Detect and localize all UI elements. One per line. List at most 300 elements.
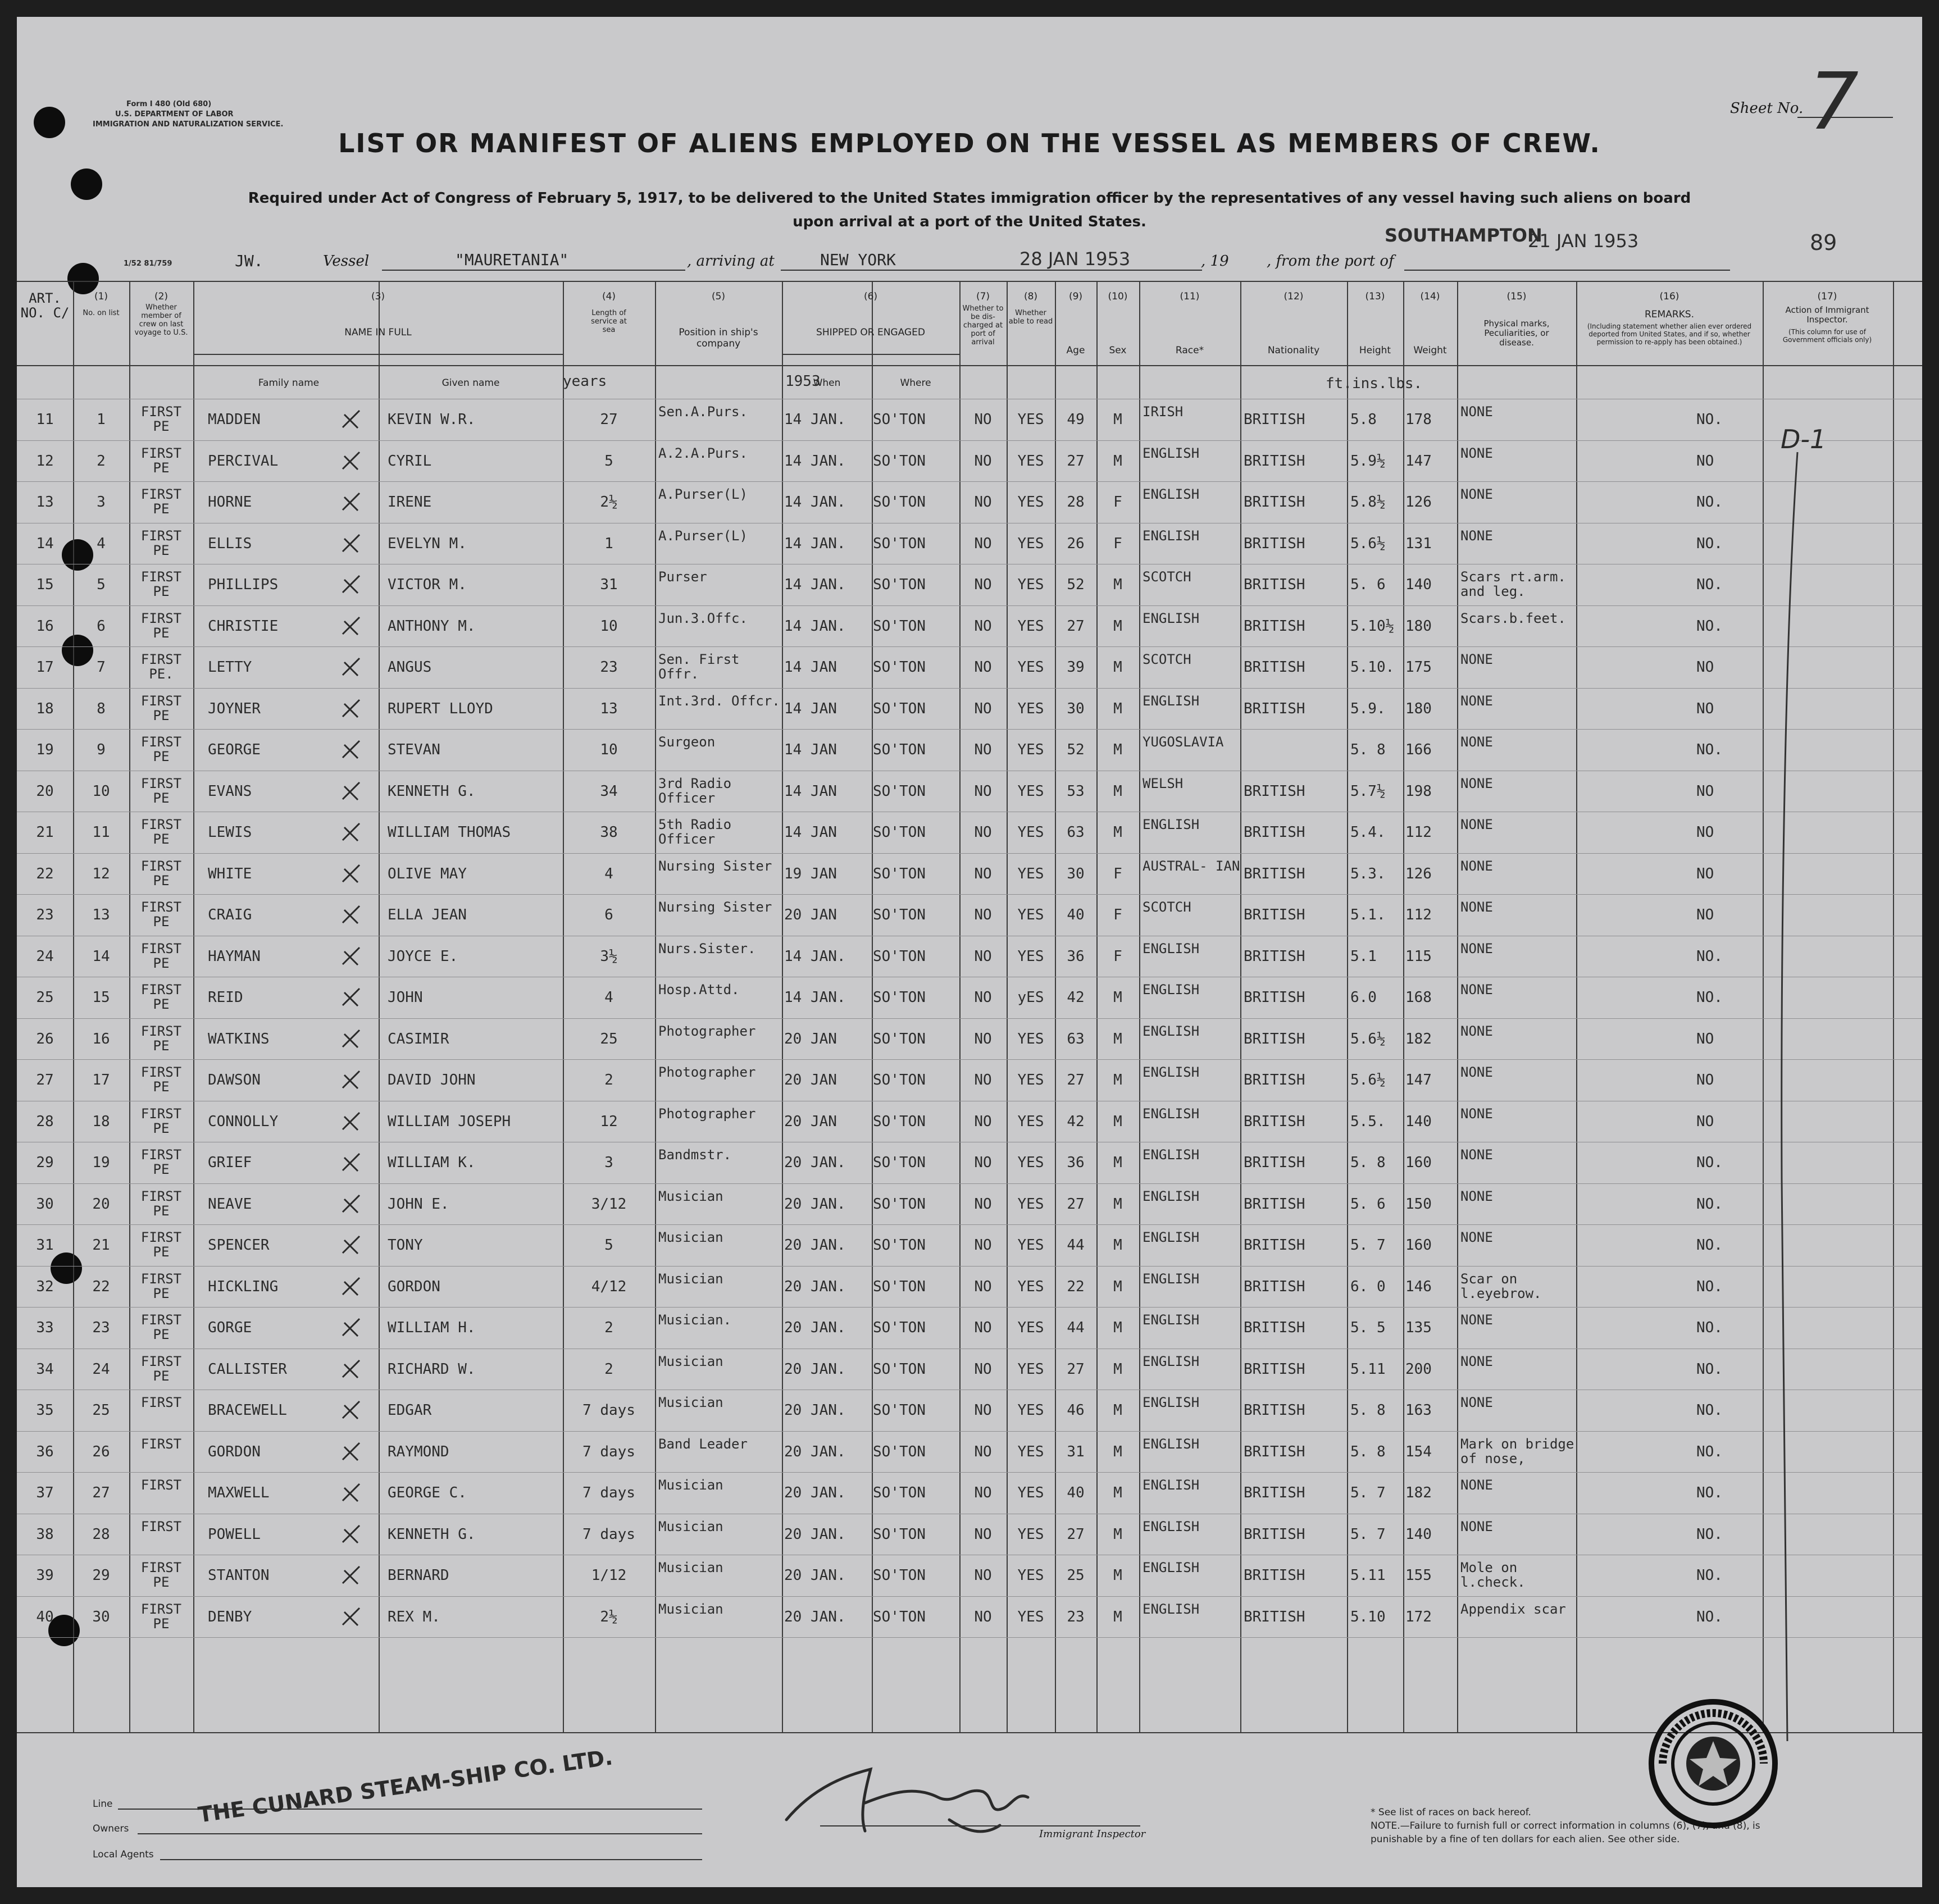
cell-length: 34 [600, 783, 618, 800]
cell-height: 5.10½ [1350, 618, 1395, 635]
row-rule [17, 605, 1922, 606]
cell-art: 24 [36, 948, 54, 965]
cell-given: GORDON [388, 1278, 440, 1295]
cell-weight: 198 [1405, 783, 1432, 800]
units-height-weight: ft.ins.lbs. [1326, 375, 1423, 392]
cell-read: YES [1017, 824, 1044, 841]
cell-discharged: NO [974, 1237, 992, 1254]
cell-position: Musician [658, 1560, 723, 1575]
from-port-label: , from the port of [1267, 253, 1394, 270]
cell-given: STEVAN [388, 741, 440, 758]
cell-where: SO'TON [873, 948, 926, 965]
cell-nationality: BRITISH [1244, 824, 1305, 841]
row-rule [17, 481, 1922, 482]
col-header-length: Length of service at sea [591, 309, 627, 334]
cell-read: YES [1017, 1526, 1044, 1543]
cell-where: SO'TON [873, 1361, 926, 1378]
cell-discharged: NO [974, 700, 992, 717]
cell-nationality: BRITISH [1244, 1237, 1305, 1254]
cell-height: 5. 5 [1350, 1319, 1386, 1336]
sheet-label: Sheet No. [1730, 100, 1804, 117]
cell-weight: 115 [1405, 948, 1432, 965]
cell-marks: NONE [1460, 445, 1493, 461]
cell-discharged: NO [974, 1361, 992, 1378]
cell-remarks: NO. [1696, 1154, 1723, 1171]
cell-marks: NONE [1460, 1023, 1493, 1039]
cell-position: Musician [658, 1229, 723, 1245]
cell-position: Purser [658, 569, 707, 585]
cell-where: SO'TON [873, 989, 926, 1006]
row-rule [17, 1059, 1922, 1060]
cell-position: Nursing Sister [658, 858, 772, 874]
cell-no: 14 [92, 948, 110, 965]
cell-race: WELSH [1143, 776, 1184, 791]
cell-discharged: NO [974, 824, 992, 841]
cell-weight: 135 [1405, 1319, 1432, 1336]
col-header-family-name: Family name [258, 377, 320, 389]
cell-where: SO'TON [873, 907, 926, 923]
cell-given: JOHN E. [388, 1196, 449, 1213]
cell-read: YES [1017, 535, 1044, 552]
departure-date-stamp: 21 JAN 1953 [1528, 230, 1639, 252]
header-rule [17, 365, 1922, 366]
cell-race: ENGLISH [1143, 1147, 1200, 1163]
column-rule [782, 281, 783, 1732]
cell-voyage: FIRST PE [140, 1271, 182, 1301]
cell-read: YES [1017, 1237, 1044, 1254]
cell-sex: F [1113, 907, 1122, 923]
cell-given: DAVID JOHN [388, 1072, 476, 1088]
cell-given: WILLIAM JOSEPH [388, 1113, 511, 1130]
row-rule [17, 1266, 1922, 1267]
from-port-stamp: SOUTHAMPTON [1385, 225, 1542, 246]
cell-no: 11 [92, 824, 110, 841]
check-mark [340, 1151, 362, 1173]
cell-weight: 180 [1405, 700, 1432, 717]
cell-sex: M [1113, 700, 1122, 717]
owners-label: Owners [93, 1823, 129, 1834]
cell-art: 39 [36, 1567, 54, 1584]
cell-length: 1/12 [591, 1567, 627, 1584]
cell-position: Sen.A.Purs. [658, 404, 748, 420]
cell-height: 5.1. [1350, 907, 1386, 923]
check-mark [340, 1440, 362, 1463]
cell-art: 32 [36, 1278, 54, 1295]
cell-when: 20 JAN. [784, 1443, 846, 1460]
cell-age: 36 [1067, 948, 1085, 965]
cell-height: 5. 8 [1350, 1402, 1386, 1419]
cell-height: 5.7½ [1350, 783, 1386, 800]
cell-position: Sen. First Offr. [658, 652, 740, 682]
cell-when: 14 JAN. [784, 618, 846, 635]
cell-family: CRAIG [208, 907, 252, 923]
col-header-where: Where [900, 377, 931, 389]
cell-no: 25 [92, 1402, 110, 1419]
cell-nationality: BRITISH [1244, 1361, 1305, 1378]
cell-read: YES [1017, 907, 1044, 923]
cell-read: YES [1017, 866, 1044, 882]
cell-sex: M [1113, 1361, 1122, 1378]
cell-family: HICKLING [208, 1278, 279, 1295]
cell-race: ENGLISH [1143, 1229, 1200, 1245]
cell-sex: M [1113, 1072, 1122, 1088]
cell-where: SO'TON [873, 1443, 926, 1460]
cell-family: LETTY [208, 659, 252, 676]
cell-position: Musician. [658, 1312, 732, 1328]
cell-when: 20 JAN [784, 907, 837, 923]
col-header-name: NAME IN FULL [344, 327, 412, 338]
cell-where: SO'TON [873, 1031, 926, 1047]
cell-marks: NONE [1460, 776, 1493, 791]
cell-nationality: BRITISH [1244, 411, 1305, 428]
cell-when: 14 JAN [784, 824, 837, 841]
cell-age: 30 [1067, 866, 1085, 882]
col-header-no: No. on list [83, 309, 120, 317]
row-rule [17, 894, 1922, 895]
cell-remarks: NO. [1696, 1567, 1723, 1584]
cell-where: SO'TON [873, 494, 926, 511]
cell-length: 2½ [600, 494, 618, 511]
cell-no: 10 [92, 783, 110, 800]
cell-no: 30 [92, 1609, 110, 1625]
cell-race: ENGLISH [1143, 1601, 1200, 1617]
cell-position: Surgeon [658, 734, 716, 750]
cell-family: MAXWELL [208, 1484, 270, 1501]
cell-marks: NONE [1460, 982, 1493, 997]
cell-remarks: NO. [1696, 1196, 1723, 1213]
cell-voyage: FIRST PE [140, 982, 182, 1012]
penalty-note: NOTE.—Failure to furnish full or correct information in columns (6), (7), and (8), is [1371, 1820, 1760, 1832]
cell-marks: Scar on l.eyebrow. [1460, 1271, 1542, 1301]
cell-art: 34 [36, 1361, 54, 1378]
check-mark [340, 1275, 362, 1297]
cell-sex: M [1113, 1237, 1122, 1254]
check-mark [340, 1110, 362, 1132]
cell-race: ENGLISH [1143, 1188, 1200, 1204]
cell-age: 27 [1067, 1361, 1085, 1378]
cell-position: Nurs.Sister. [658, 941, 756, 956]
cell-family: EVANS [208, 783, 252, 800]
cell-age: 31 [1067, 1443, 1085, 1460]
cell-discharged: NO [974, 1031, 992, 1047]
cell-read: YES [1017, 1072, 1044, 1088]
cell-remarks: NO. [1696, 1319, 1723, 1336]
cell-nationality: BRITISH [1244, 1072, 1305, 1088]
cell-marks: NONE [1460, 941, 1493, 956]
cell-height: 5.10 [1350, 1609, 1386, 1625]
subheader-rule [193, 354, 563, 355]
arriving-label: , arriving at [687, 253, 775, 270]
cell-height: 5.11 [1350, 1567, 1386, 1584]
vessel-label: Vessel [323, 253, 370, 270]
cell-remarks: NO. [1696, 1443, 1723, 1460]
cell-when: 20 JAN. [784, 1278, 846, 1295]
cell-family: DAWSON [208, 1072, 261, 1088]
cell-given: CYRIL [388, 453, 432, 470]
cell-marks: Appendix scar [1460, 1601, 1566, 1617]
cell-where: SO'TON [873, 1484, 926, 1501]
cell-no: 22 [92, 1278, 110, 1295]
cell-length: 2 [604, 1072, 613, 1088]
cell-age: 42 [1067, 989, 1085, 1006]
cell-position: Photographer [658, 1064, 756, 1080]
cell-length: 10 [600, 618, 618, 635]
cell-voyage: FIRST PE [140, 445, 182, 476]
cell-no: 27 [92, 1484, 110, 1501]
cell-length: 7 days [582, 1443, 635, 1460]
cell-discharged: NO [974, 1113, 992, 1130]
cell-sex: M [1113, 1196, 1122, 1213]
cell-no: 6 [97, 618, 106, 635]
row-rule [17, 1183, 1922, 1184]
cell-discharged: NO [974, 1154, 992, 1171]
row-rule [17, 853, 1922, 854]
cell-no: 2 [97, 453, 106, 470]
cell-nationality: BRITISH [1244, 576, 1305, 593]
cell-voyage: FIRST PE [140, 1229, 182, 1260]
check-mark [340, 532, 362, 554]
cell-height: 5.6½ [1350, 1031, 1386, 1047]
cell-remarks: NO. [1696, 1402, 1723, 1419]
check-mark [340, 1605, 362, 1628]
cell-length: 1 [604, 535, 613, 552]
cell-voyage: FIRST [140, 1395, 182, 1410]
cell-read: YES [1017, 783, 1044, 800]
cell-age: 40 [1067, 907, 1085, 923]
cell-family: GRIEF [208, 1154, 252, 1171]
cell-weight: 140 [1405, 1113, 1432, 1130]
cell-no: 18 [92, 1113, 110, 1130]
col-header-shipped: SHIPPED OR ENGAGED [816, 327, 925, 338]
cell-given: GEORGE C. [388, 1484, 467, 1501]
cell-race: SCOTCH [1143, 569, 1191, 585]
cell-voyage: FIRST PE [140, 528, 182, 558]
cell-remarks: NO. [1696, 948, 1723, 965]
cell-given: OLIVE MAY [388, 866, 467, 882]
cell-read: YES [1017, 1443, 1044, 1460]
cell-height: 5. 7 [1350, 1526, 1386, 1543]
cell-discharged: NO [974, 1196, 992, 1213]
cell-weight: 166 [1405, 741, 1432, 758]
column-rule [1347, 281, 1348, 1732]
cell-marks: NONE [1460, 1354, 1493, 1369]
cell-position: Musician [658, 1519, 723, 1534]
cell-remarks: NO. [1696, 989, 1723, 1006]
cell-discharged: NO [974, 866, 992, 882]
cell-height: 5. 6 [1350, 576, 1386, 593]
cell-age: 46 [1067, 1402, 1085, 1419]
cell-art: 33 [36, 1319, 54, 1336]
cell-where: SO'TON [873, 1154, 926, 1171]
cell-race: ENGLISH [1143, 982, 1200, 997]
cell-voyage: FIRST PE [140, 941, 182, 971]
cell-where: SO'TON [873, 453, 926, 470]
cell-marks: NONE [1460, 693, 1493, 709]
cell-art: 25 [36, 989, 54, 1006]
col-num-4: (4) [602, 291, 616, 302]
cell-weight: 131 [1405, 535, 1432, 552]
cell-length: 7 days [582, 1402, 635, 1419]
owners-underline [138, 1833, 702, 1834]
cell-when: 14 JAN. [784, 453, 846, 470]
cell-race: ENGLISH [1143, 445, 1200, 461]
cell-art: 29 [36, 1154, 54, 1171]
cell-voyage: FIRST PE [140, 569, 182, 599]
cell-voyage: FIRST PE [140, 1601, 182, 1632]
cell-nationality: BRITISH [1244, 1031, 1305, 1047]
cell-art: 37 [36, 1484, 54, 1501]
check-mark [340, 1481, 362, 1504]
cell-discharged: NO [974, 411, 992, 428]
col-num-2: (2) [154, 291, 169, 302]
col-header-position: Position in ship's company [679, 327, 758, 349]
vessel-name: "MAURETANIA" [455, 250, 569, 269]
manifest-page [17, 17, 1922, 1887]
cell-sex: M [1113, 1484, 1122, 1501]
cell-nationality: BRITISH [1244, 1567, 1305, 1584]
cell-length: 4 [604, 989, 613, 1006]
cell-sex: F [1113, 535, 1122, 552]
arriving-port: NEW YORK [820, 250, 896, 269]
cell-marks: NONE [1460, 652, 1493, 667]
year-label: , 19 [1201, 253, 1229, 270]
cell-sex: M [1113, 1113, 1122, 1130]
cell-sex: M [1113, 1443, 1122, 1460]
cell-length: 31 [600, 576, 618, 593]
cell-position: Photographer [658, 1023, 756, 1039]
arrival-date-stamp: 28 JAN 1953 [1019, 248, 1131, 270]
cell-no: 19 [92, 1154, 110, 1171]
cell-where: SO'TON [873, 1113, 926, 1130]
page-title: LIST OR MANIFEST OF ALIENS EMPLOYED ON THE VESSEL AS MEMBERS OF CREW. [338, 128, 1601, 158]
check-mark [340, 1358, 362, 1380]
cell-where: SO'TON [873, 659, 926, 676]
cell-race: ENGLISH [1143, 486, 1200, 502]
cell-remarks: NO. [1696, 1278, 1723, 1295]
cell-family: PERCIVAL [208, 453, 279, 470]
cell-art: 20 [36, 783, 54, 800]
cell-given: ANGUS [388, 659, 432, 676]
cell-position: 3rd Radio Officer [658, 776, 732, 806]
cell-discharged: NO [974, 989, 992, 1006]
cell-height: 5.10. [1350, 659, 1395, 676]
cell-sex: M [1113, 659, 1122, 676]
col-num-17: (17) [1817, 291, 1837, 302]
cell-sex: F [1113, 866, 1122, 882]
column-rule [1893, 281, 1894, 1732]
cell-race: ENGLISH [1143, 1436, 1200, 1452]
cell-race: ENGLISH [1143, 693, 1200, 709]
cell-no: 17 [92, 1072, 110, 1088]
cell-discharged: NO [974, 907, 992, 923]
cell-given: RAYMOND [388, 1443, 449, 1460]
check-mark [340, 1192, 362, 1215]
cell-where: SO'TON [873, 1402, 926, 1419]
cell-given: ELLA JEAN [388, 907, 467, 923]
cell-voyage: FIRST PE [140, 1064, 182, 1095]
cell-no: 15 [92, 989, 110, 1006]
print-code: 1/52 81/759 [124, 259, 172, 268]
cell-remarks: NO. [1696, 1526, 1723, 1543]
cell-family: DENBY [208, 1609, 252, 1625]
cell-discharged: NO [974, 535, 992, 552]
cell-position: Photographer [658, 1106, 756, 1122]
col-num-13: (13) [1365, 291, 1385, 302]
cell-art: 22 [36, 866, 54, 882]
cell-nationality: BRITISH [1244, 948, 1305, 965]
cell-when: 14 JAN [784, 741, 837, 758]
cell-family: CONNOLLY [208, 1113, 279, 1130]
cell-length: 4 [604, 866, 613, 882]
cell-marks: NONE [1460, 817, 1493, 832]
check-mark [340, 821, 362, 843]
cell-age: 44 [1067, 1319, 1085, 1336]
inspector-label: Immigrant Inspector [1039, 1828, 1146, 1840]
inspector-underline [820, 1825, 1140, 1826]
cell-weight: 160 [1405, 1237, 1432, 1254]
cell-no: 3 [97, 494, 106, 511]
cell-weight: 147 [1405, 453, 1432, 470]
column-rule [1240, 281, 1241, 1732]
column-rule [1763, 281, 1764, 1732]
cell-remarks: NO. [1696, 1484, 1723, 1501]
cell-when: 14 JAN. [784, 989, 846, 1006]
cell-no: 9 [97, 741, 106, 758]
cell-where: SO'TON [873, 1567, 926, 1584]
column-rule [379, 281, 380, 1732]
cell-sex: M [1113, 989, 1122, 1006]
cell-height: 5.9½ [1350, 453, 1386, 470]
cell-age: 49 [1067, 411, 1085, 428]
units-year-1953: 1953 [785, 373, 821, 390]
cell-discharged: NO [974, 1443, 992, 1460]
cell-height: 5. 7 [1350, 1237, 1386, 1254]
cell-where: SO'TON [873, 1237, 926, 1254]
cell-weight: 182 [1405, 1031, 1432, 1047]
cell-race: ENGLISH [1143, 1395, 1200, 1410]
cell-voyage: FIRST PE [140, 776, 182, 806]
cell-age: 27 [1067, 1196, 1085, 1213]
cell-race: SCOTCH [1143, 652, 1191, 667]
cell-art: 19 [36, 741, 54, 758]
cell-nationality: BRITISH [1244, 866, 1305, 882]
col-num-12: (12) [1283, 291, 1304, 302]
cell-remarks: NO [1696, 783, 1714, 800]
cell-voyage: FIRST PE [140, 858, 182, 889]
row-rule [17, 688, 1922, 689]
cell-nationality: BRITISH [1244, 700, 1305, 717]
cell-given: KEVIN W.R. [388, 411, 476, 428]
cell-weight: 112 [1405, 907, 1432, 923]
cell-weight: 147 [1405, 1072, 1432, 1088]
cell-age: 63 [1067, 824, 1085, 841]
cell-length: 10 [600, 741, 618, 758]
cell-art: 23 [36, 907, 54, 923]
check-mark [340, 1233, 362, 1256]
cell-family: SPENCER [208, 1237, 270, 1254]
cell-voyage: FIRST PE [140, 1312, 182, 1342]
cell-given: EDGAR [388, 1402, 432, 1419]
col-header-voyage: Whether member of crew on last voyage to U.S. [134, 303, 188, 337]
cell-nationality: BRITISH [1244, 1319, 1305, 1336]
cell-length: 12 [600, 1113, 618, 1130]
cell-remarks: NO [1696, 907, 1714, 923]
cell-given: ANTHONY M. [388, 618, 476, 635]
arriving-underline [781, 270, 1202, 271]
cell-when: 20 JAN. [784, 1361, 846, 1378]
cell-age: 27 [1067, 618, 1085, 635]
cell-nationality: BRITISH [1244, 453, 1305, 470]
